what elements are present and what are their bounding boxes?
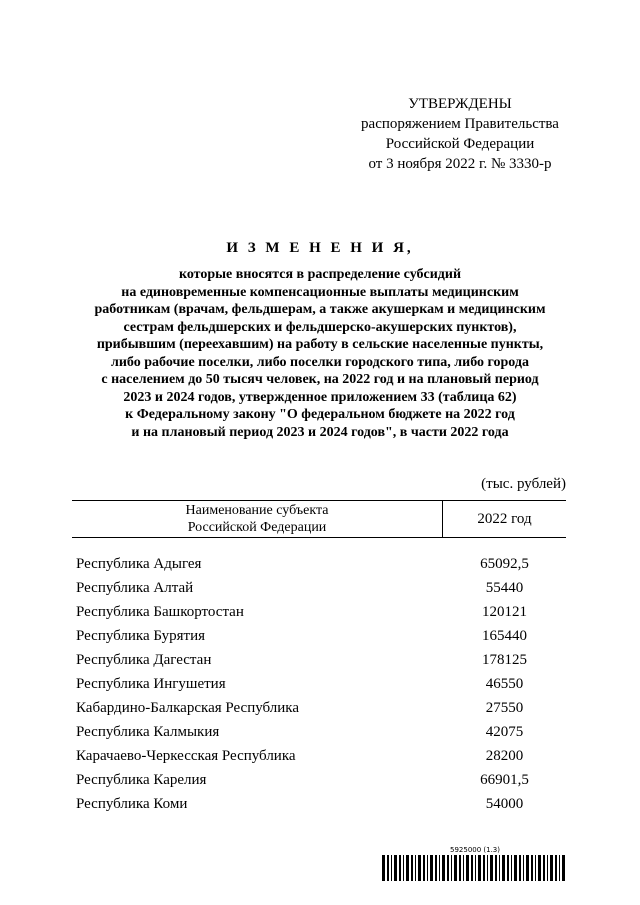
barcode	[382, 846, 568, 881]
table-row	[72, 648, 566, 672]
table-body	[72, 538, 566, 816]
row-subject: Республика Карелия	[76, 771, 207, 788]
approval-block	[345, 94, 575, 174]
row-subject: Республика Адыгея	[76, 555, 202, 572]
header-subject-line-1: Наименование субъекта	[185, 503, 329, 518]
subtitle-line: к Федеральному закону "О федеральном бюджете на 2022 год	[125, 407, 515, 422]
row-value: 27550	[485, 699, 524, 716]
table-row	[72, 720, 566, 744]
subtitle-line: с населением до 50 тысяч человек, на 2022 год и на плановый период	[101, 372, 539, 387]
header-year: 2022 год	[477, 510, 532, 527]
row-subject: Республика Бурятия	[76, 627, 206, 644]
row-value: 66901,5	[480, 771, 529, 788]
table-row	[72, 696, 566, 720]
table-row	[72, 792, 566, 816]
table-row	[72, 744, 566, 768]
units-label: (тыс. рублей)	[481, 476, 566, 492]
approval-line-2: распоряжением Правительства	[361, 116, 559, 132]
table-row	[72, 672, 566, 696]
subtitle-line: сестрам фельдшерских и фельдшерско-акушерских пунктов),	[123, 319, 517, 335]
header-subject-name	[72, 501, 443, 537]
table-header	[72, 500, 566, 538]
table-row	[72, 600, 566, 624]
row-subject: Республика Башкортостан	[76, 603, 244, 620]
row-value: 178125	[482, 651, 527, 668]
table-row	[72, 624, 566, 648]
row-subject: Республика Ингушетия	[76, 675, 226, 692]
row-subject: Республика Калмыкия	[76, 723, 220, 740]
row-value: 54000	[485, 795, 524, 812]
approval-line-4: от 3 ноября 2022 г. № 3330-р	[368, 156, 552, 172]
subtitle-line: 2023 и 2024 годов, утвержденное приложением 33 (таблица 62)	[123, 389, 517, 405]
row-value: 165440	[482, 627, 527, 644]
subtitle-line: и на плановый период 2023 и 2024 годов", в части 2022 года	[131, 424, 509, 440]
row-subject: Республика Коми	[76, 795, 188, 812]
document-heading: И З М Е Н Е Н И Я,	[226, 240, 414, 256]
document-subtitle	[40, 266, 600, 441]
table-row	[72, 576, 566, 600]
row-subject: Республика Алтай	[76, 579, 194, 596]
row-subject: Кабардино-Балкарская Республика	[76, 699, 300, 716]
subsidy-table	[72, 500, 566, 816]
subtitle-line: на единовременные компенсационные выплаты медицинским	[121, 284, 519, 300]
subtitle-line: работникам (врачам, фельдшерам, а также акушеркам и медицинским	[94, 302, 546, 317]
subtitle-line: либо рабочие поселки, либо поселки городского типа, либо города	[111, 354, 529, 370]
row-value: 120121	[482, 603, 527, 620]
approval-title: УТВЕРЖДЕНЫ	[408, 96, 512, 112]
table-row	[72, 552, 566, 576]
row-subject: Карачаево-Черкесская Республика	[76, 747, 296, 764]
barcode-code: 5925000 (1.3)	[450, 846, 500, 854]
barcode-icon	[382, 855, 568, 881]
row-value: 28200	[485, 747, 524, 764]
row-value: 55440	[485, 579, 524, 596]
row-subject: Республика Дагестан	[76, 651, 212, 668]
row-value: 46550	[485, 675, 524, 692]
subtitle-line: прибывшим (переехавшим) на работу в сельские населенные пункты,	[96, 337, 544, 352]
table-row	[72, 768, 566, 792]
row-value: 65092,5	[480, 555, 529, 572]
row-value: 42075	[485, 723, 524, 740]
subtitle-line: которые вносятся в распределение субсидий	[178, 267, 462, 282]
approval-line-3: Российской Федерации	[385, 136, 535, 152]
header-subject-line-2: Российской Федерации	[187, 520, 327, 535]
